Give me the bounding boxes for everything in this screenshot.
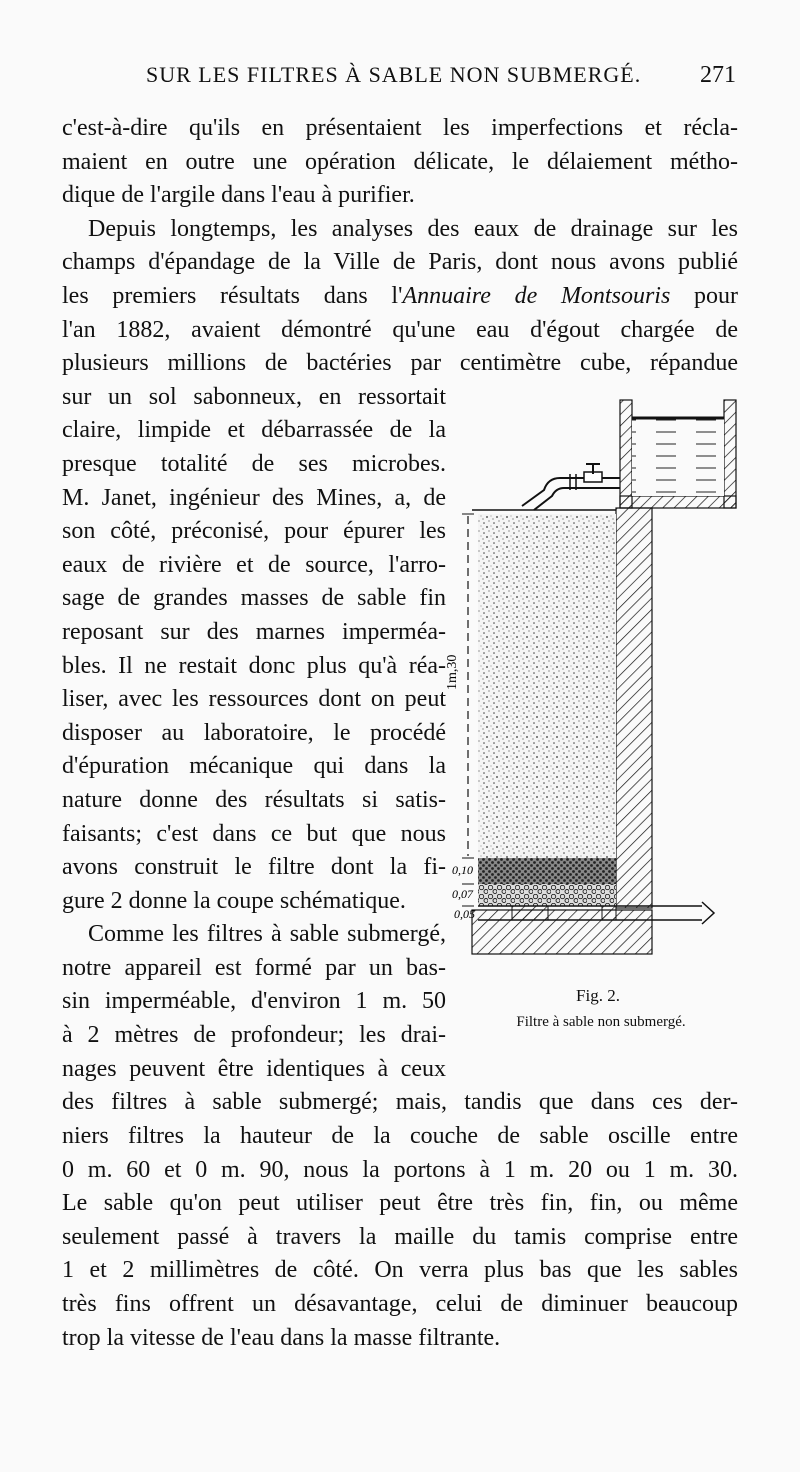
text-line: disposer au laboratoire, le procédé: [62, 719, 446, 746]
text-line: trop la vitesse de l'eau dans la masse filtrante.: [62, 1324, 501, 1351]
inlet-pipe: [522, 464, 620, 510]
running-title: SUR LES FILTRES À SABLE NON SUBMERGÉ.: [146, 62, 642, 87]
text-line: Le sable qu'on peut utiliser peut être très fin, fin, ou même: [62, 1190, 738, 1217]
filter-schematic-figure: [445, 390, 742, 980]
text-line-annuaire: [62, 280, 738, 314]
text-line: claire, limpide et débarrassée de la: [62, 417, 446, 444]
text-line: très fins offrent un désavantage, celui de diminuer beaucoup: [62, 1290, 738, 1317]
dimension-markers: [445, 514, 475, 921]
stones-layer: [478, 884, 616, 906]
text-line: Depuis longtemps, les analyses des eaux de drainage sur les: [88, 215, 738, 242]
text-line: Comme les filtres à sable submergé,: [88, 921, 446, 948]
text-line: reposant sur des marnes imperméa-: [62, 618, 446, 645]
dim-stones-label: 0,07: [452, 887, 473, 901]
dim-drain-label: 0,05: [454, 907, 475, 921]
text-line: faisants; c'est dans ce but que nous: [62, 820, 446, 847]
dim-sand-label: 1m,30: [445, 654, 460, 690]
text-line: à 2 mètres de profondeur; les drai-: [62, 1022, 446, 1049]
annuaire-suffix: pour: [670, 282, 738, 309]
text-line: presque totalité de ses microbes.: [62, 450, 446, 477]
body-text-narrow: [62, 381, 446, 1053]
text-line: champs d'épandage de la Ville de Paris, dont nous avons publié: [62, 249, 738, 276]
text-line: liser, avec les ressources dont on peut: [62, 686, 446, 713]
text-line: nages peuvent être identiques à ceux: [62, 1055, 446, 1082]
text-line: seulement passé à travers la maille du tamis comprise entre: [62, 1223, 738, 1250]
text-line: plusieurs millions de bactéries par centimètre cube, répandue: [62, 350, 738, 377]
figure-label: Fig. 2.: [576, 986, 620, 1005]
text-line: dique de l'argile dans l'eau à purifier.: [62, 182, 415, 209]
text-line: bles. Il ne restait donc plus qu'à réa-: [62, 652, 446, 679]
dim-gravel-label: 0,10: [452, 863, 473, 877]
text-line: des filtres à sable submergé; mais, tandis que dans ces der-: [62, 1089, 738, 1116]
text-line: l'an 1882, avaient démontré qu'une eau d'égout chargée de: [62, 316, 738, 343]
body-text-bottom: [62, 1053, 738, 1355]
page-header: [62, 62, 738, 94]
text-line: d'épuration mécanique qui dans la: [62, 753, 446, 780]
figure-caption: Filtre à sable non submergé.: [516, 1014, 686, 1030]
text-line: sur un sol sabonneux, en ressortait: [62, 383, 446, 410]
text-line: sage de grandes masses de sable fin: [62, 585, 446, 612]
annuaire-prefix: les premiers résultats dans l': [62, 282, 403, 309]
text-line: gure 2 donne la coupe schématique.: [62, 887, 406, 914]
gravel-layer: [478, 858, 616, 884]
text-line: notre appareil est formé par un bas-: [62, 954, 446, 981]
text-line: niers filtres la hauteur de la couche de sable oscille entre: [62, 1122, 738, 1149]
text-line: 0 m. 60 et 0 m. 90, nous la portons à 1 m. 20 ou 1 m. 30.: [62, 1156, 738, 1183]
body-text-top: [62, 112, 738, 381]
text-line: son côté, préconisé, pour épurer les: [62, 518, 446, 545]
text-line: nature donne des résultats si satis-: [62, 786, 446, 813]
text-line: sin imperméable, d'environ 1 m. 50: [62, 988, 446, 1015]
text-line: eaux de rivière et de source, l'arro-: [62, 551, 446, 578]
page-number: 271: [700, 62, 736, 88]
text-line: M. Janet, ingénieur des Mines, a, de: [62, 484, 446, 511]
text-line: 1 et 2 millimètres de côté. On verra plus bas que les sables: [62, 1257, 738, 1284]
reservoir: [620, 400, 736, 508]
text-line: avons construit le filtre dont la fi-: [62, 854, 446, 881]
sand-layer: [478, 514, 616, 858]
text-line: c'est-à-dire qu'ils en présentaient les imperfections et récla-: [62, 115, 738, 141]
annuaire-title: Annuaire de Montsouris: [402, 282, 671, 309]
text-line: maient en outre une opération délicate, le délaiement métho-: [62, 148, 738, 175]
